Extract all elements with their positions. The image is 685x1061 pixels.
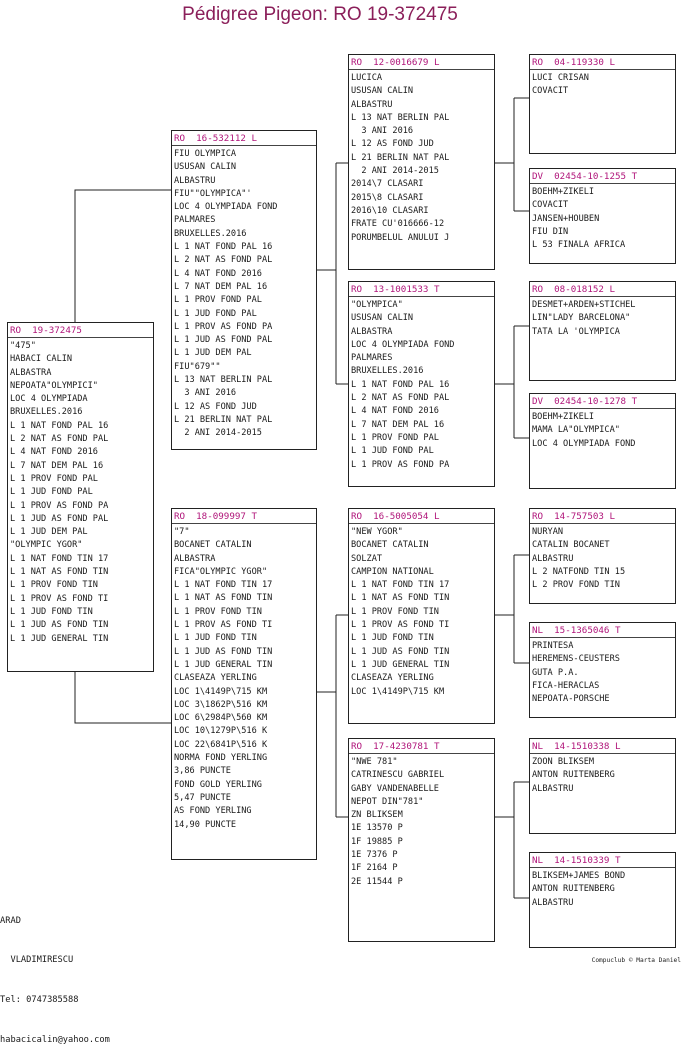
phone-line: Tel: 0747385588 — [0, 995, 79, 1006]
info-line: 1E 13570 P — [351, 823, 403, 834]
info-line: COVACIT — [532, 200, 569, 211]
card-body — [530, 72, 675, 99]
pigeon-card-sire-dam-sire — [529, 281, 676, 381]
pigeon-card-sire — [171, 130, 317, 450]
ring-number: RO 16-5005054 L — [351, 511, 440, 522]
divider — [530, 408, 675, 409]
info-line: LOC 4 OLYMPIADA FOND — [532, 438, 636, 449]
info-line: LOC 3\1862P\516 KM — [174, 699, 268, 710]
info-line: AS FOND YERLING — [174, 806, 252, 817]
card-body — [172, 148, 316, 441]
info-line: L 1 PROV AS FOND TI — [174, 620, 273, 631]
card-body — [349, 72, 494, 245]
pigeon-card-sire-sire-dam — [529, 168, 676, 264]
info-line: "OLYMPICA" — [351, 300, 403, 310]
info-line: JANSEN+HOUBEN — [532, 213, 600, 224]
info-line: FRATE CU'016666-12 — [351, 219, 445, 230]
info-line: L 2 NAT AS FOND PAL — [351, 393, 450, 404]
info-line: GUTA P.A. — [532, 667, 579, 678]
info-line: 2 ANI 2014-2015 — [174, 428, 262, 439]
info-line: 1F 19885 P — [351, 836, 403, 847]
ring-number: NL 14-1510339 T — [532, 855, 621, 866]
info-line: L 1 NAT AS FOND TIN — [174, 593, 273, 604]
info-line: L 1 PROV FOND TIN — [351, 606, 439, 617]
pigeon-card-sire-sire-sire — [529, 54, 676, 154]
info-line: L 2 NAT AS FOND PAL — [10, 434, 109, 445]
info-line: L 1 JUD FOND TIN — [351, 633, 434, 644]
info-line: BRUXELLES.2016 — [351, 366, 424, 377]
info-line: HABACI CALIN — [10, 354, 73, 365]
info-line: L 1 JUD AS FOND PAL — [174, 335, 273, 346]
info-line: BRUXELLES.2016 — [174, 228, 247, 239]
info-line: L 1 NAT FOND PAL 16 — [351, 379, 450, 390]
ring-number: NL 14-1510338 L — [532, 741, 621, 752]
card-body — [349, 756, 494, 889]
info-line: L 1 JUD GENERAL TIN — [351, 659, 450, 670]
info-line: ZN BLIKSEM — [351, 810, 403, 821]
info-line: ALBASTRU — [351, 99, 393, 110]
pigeon-card-dam-dam-dam — [529, 852, 676, 948]
card-body — [530, 299, 675, 339]
info-line: L 4 NAT FOND 2016 — [351, 406, 439, 417]
info-line: L 1 JUD FOND PAL — [174, 308, 257, 319]
info-line: L 7 NAT DEM PAL 16 — [10, 460, 104, 471]
connector-dd-parents — [494, 782, 530, 898]
info-line: BOCANET CATALIN — [174, 540, 252, 551]
divider — [172, 145, 316, 146]
info-line: L 1 JUD FOND TIN — [10, 606, 93, 617]
info-line: L 2 PROV FOND TIN — [532, 580, 620, 591]
info-line: L 1 JUD DEM PAL — [174, 348, 252, 359]
info-line: FICA-HERACLAS — [532, 680, 600, 691]
info-line: L 4 NAT FOND 2016 — [174, 268, 262, 279]
ring-number: RO 08-018152 L — [532, 284, 615, 295]
info-line: L 1 NAT AS FOND TIN — [10, 567, 109, 578]
info-line: PALMARES — [351, 353, 393, 364]
info-line: 2E 11544 P — [351, 876, 403, 887]
info-line: L 1 JUD AS FOND TIN — [10, 620, 109, 631]
info-line: L 4 NAT FOND 2016 — [10, 447, 98, 458]
info-line: ALBASTRU — [532, 783, 574, 794]
info-line: FICA"OLYMPIC YGOR" — [174, 566, 268, 577]
info-line: L 12 AS FOND JUD — [174, 401, 257, 412]
info-line: CLASEAZA YERLING — [174, 673, 257, 684]
email-line: habacicalin@yahoo.com — [0, 1035, 110, 1046]
info-line: FIU DIN — [532, 226, 569, 237]
info-line: L 1 PROV AS FOND PA — [10, 500, 109, 511]
info-line: 2015\8 CLASARI — [351, 192, 424, 203]
owner-contact — [0, 888, 110, 1061]
info-line: CLASEAZA YERLING — [351, 673, 434, 684]
info-line: L 1 PROV AS FOND TI — [10, 593, 109, 604]
info-line: LOC 4 OLYMPIADA FOND — [174, 202, 278, 213]
divider — [349, 523, 494, 524]
card-body — [172, 526, 316, 832]
info-line: LOC 1\4149P\715 KM — [351, 686, 445, 697]
info-line: L 1 JUD AS FOND PAL — [10, 513, 109, 524]
info-line: USUSAN CALIN — [351, 86, 414, 97]
info-line: 5,47 PUNCTE — [174, 792, 231, 803]
divider — [172, 523, 316, 524]
info-line: "NWE 781" — [351, 757, 398, 767]
ring-number: DV 02454-10-1278 T — [532, 396, 638, 407]
divider — [530, 523, 675, 524]
info-line: BOCANET CATALIN — [351, 540, 429, 551]
info-line: BLIKSEM+JAMES BOND — [532, 871, 626, 881]
info-line: L 1 JUD FOND TIN — [174, 633, 257, 644]
connector-sd-parents — [494, 326, 530, 438]
info-line: 3,86 PUNCTE — [174, 766, 231, 777]
info-line: L 21 BERLIN NAT PAL — [174, 414, 273, 425]
info-line: CATALIN BOCANET — [532, 540, 610, 551]
pigeon-card-subject — [7, 322, 154, 672]
info-line: NEPOATA-PORSCHE — [532, 694, 610, 705]
info-line: L 7 NAT DEM PAL 16 — [351, 419, 445, 430]
info-line: L 1 PROV FOND TIN — [174, 606, 262, 617]
card-body — [8, 340, 153, 646]
info-line: TATA LA 'OLYMPICA — [532, 326, 620, 337]
info-line: ALBASTRA — [351, 326, 393, 337]
info-line: L 1 PROV AS FOND PA — [174, 321, 273, 332]
ring-number: RO 04-119330 L — [532, 57, 615, 68]
info-line: L 1 JUD GENERAL TIN — [10, 633, 109, 644]
info-line: CAMPION NATIONAL — [351, 566, 434, 577]
card-body — [530, 870, 675, 910]
divider — [349, 69, 494, 70]
pigeon-card-sire-sire — [348, 54, 495, 270]
info-line: L 1 PROV AS FOND PA — [351, 459, 450, 470]
info-line: L 1 PROV FOND PAL — [174, 295, 262, 306]
card-body — [530, 526, 675, 592]
software-credit: Compuclub © Marta Daniel — [591, 957, 681, 964]
info-line: 2016\10 CLASARI — [351, 205, 429, 216]
info-line: COVACIT — [532, 86, 569, 97]
info-line: ALBASTRU — [174, 175, 216, 186]
ring-number: RO 18-099997 T — [174, 511, 257, 522]
divider — [349, 753, 494, 754]
info-line: L 1 JUD FOND PAL — [10, 487, 93, 498]
pigeon-card-dam-dam-sire — [529, 738, 676, 834]
info-line: 3 ANI 2016 — [174, 388, 237, 399]
connector-ss-parents — [494, 98, 530, 211]
info-line: LUCI CRISAN — [532, 73, 589, 83]
info-line: L 1 PROV FOND PAL — [10, 473, 98, 484]
info-line: L 1 JUD FOND PAL — [351, 446, 434, 457]
info-line: PALMARES — [174, 215, 216, 226]
ring-number: DV 02454-10-1255 T — [532, 171, 638, 182]
city-line: ARAD — [0, 915, 21, 926]
divider — [530, 183, 675, 184]
info-line: L 1 PROV FOND TIN — [10, 580, 98, 591]
divider — [349, 296, 494, 297]
divider — [530, 867, 675, 868]
info-line: ALBASTRA — [174, 553, 216, 564]
info-line: "475" — [10, 341, 36, 351]
info-line: L 1 PROV AS FOND TI — [351, 620, 450, 631]
info-line: 2 ANI 2014-2015 — [351, 166, 439, 177]
connector-sire-parents — [316, 163, 349, 384]
info-line: DESMET+ARDEN+STICHEL — [532, 300, 636, 310]
info-line: USUSAN CALIN — [351, 313, 414, 324]
connector-dam-parents — [316, 615, 349, 817]
info-line: LOC 4 OLYMPIADA FOND — [351, 339, 455, 350]
info-line: BOEHM+ZIKELI — [532, 412, 595, 422]
info-line: BOEHM+ZIKELI — [532, 187, 595, 197]
card-body — [530, 640, 675, 706]
info-line: 1F 2164 P — [351, 863, 398, 874]
ring-number: RO 12-0016679 L — [351, 57, 440, 68]
info-line: CATRINESCU GABRIEL — [351, 770, 445, 781]
info-line: L 13 NAT BERLIN PAL — [351, 112, 450, 123]
ring-number: RO 13-1001533 T — [351, 284, 440, 295]
card-body — [530, 186, 675, 252]
page-title: Pédigree Pigeon: RO 19-372475 — [182, 4, 458, 25]
divider — [530, 296, 675, 297]
info-line: "OLYMPIC YGOR" — [10, 540, 83, 551]
info-line: L 1 NAT AS FOND TIN — [351, 593, 450, 604]
divider — [530, 69, 675, 70]
info-line: L 1 JUD AS FOND TIN — [351, 646, 450, 657]
info-line: L 53 FINALA AFRICA — [532, 240, 626, 251]
ring-number: RO 16-532112 L — [174, 133, 257, 144]
info-line: LIN"LADY BARCELONA" — [532, 313, 631, 324]
pigeon-card-dam-sire-dam — [529, 622, 676, 718]
info-line: L 12 AS FOND JUD — [351, 139, 434, 150]
info-line: L 7 NAT DEM PAL 16 — [174, 281, 268, 292]
info-line: "NEW YGOR" — [351, 527, 403, 537]
pigeon-card-dam-sire — [348, 508, 495, 724]
info-line: ZOON BLIKSEM — [532, 757, 595, 767]
info-line: L 1 JUD DEM PAL — [10, 527, 88, 538]
ring-number: RO 17-4230781 T — [351, 741, 440, 752]
card-body — [530, 411, 675, 451]
info-line: L 1 JUD AS FOND TIN — [174, 646, 273, 657]
info-line: HEREMENS-CEUSTERS — [532, 654, 620, 665]
divider — [530, 637, 675, 638]
pigeon-card-dam-dam — [348, 738, 495, 942]
info-line: FOND GOLD YERLING — [174, 779, 262, 790]
info-line: USUSAN CALIN — [174, 162, 237, 173]
info-line: ALBASTRA — [10, 367, 52, 378]
card-body — [530, 756, 675, 796]
info-line: 1E 7376 P — [351, 850, 398, 861]
info-line: L 1 JUD GENERAL TIN — [174, 659, 273, 670]
pigeon-card-dam-sire-sire — [529, 508, 676, 604]
info-line: ALBASTRU — [532, 897, 574, 908]
info-line: FIU OLYMPICA — [174, 149, 237, 159]
pigeon-card-sire-dam-dam — [529, 393, 676, 489]
connector-ds-parents — [494, 555, 530, 663]
info-line: PORUMBELUL ANULUI J — [351, 232, 450, 243]
info-line: NORMA FOND YERLING — [174, 753, 268, 764]
card-body — [349, 299, 494, 472]
info-line: LOC 1\4149P\715 KM — [174, 686, 268, 697]
pigeon-card-dam — [171, 508, 317, 860]
info-line: 2014\7 CLASARI — [351, 179, 424, 190]
ring-number: RO 14-757503 L — [532, 511, 615, 522]
info-line: NURYAN — [532, 527, 564, 537]
ring-number: RO 19-372475 — [10, 325, 82, 336]
connector-subject-sire — [75, 190, 172, 322]
info-line: BRUXELLES.2016 — [10, 407, 83, 418]
ring-number: NL 15-1365046 T — [532, 625, 621, 636]
info-line: NEPOT DIN"781" — [351, 796, 424, 807]
info-line: NEPOATA"OLYMPICI" — [10, 380, 98, 391]
connector-subject-dam — [75, 672, 172, 723]
info-line: 3 ANI 2016 — [351, 126, 414, 137]
info-line: ALBASTRU — [532, 553, 574, 564]
locality-line: VLADIMIRESCU — [0, 955, 74, 966]
info-line: L 13 NAT BERLIN PAL — [174, 375, 273, 386]
info-line: PRINTESA — [532, 641, 574, 651]
info-line: ANTON RUITENBERG — [532, 770, 615, 781]
info-line: 14,90 PUNCTE — [174, 819, 237, 830]
info-line: SOLZAT — [351, 553, 383, 564]
info-line: L 1 NAT FOND PAL 16 — [10, 420, 109, 431]
pigeon-card-sire-dam — [348, 281, 495, 487]
info-line: FIU""OLYMPICA"' — [174, 188, 252, 199]
divider — [8, 337, 153, 338]
info-line: L 1 NAT FOND TIN 17 — [10, 553, 109, 564]
info-line: LOC 22\6841P\516 K — [174, 739, 268, 750]
info-line: L 1 NAT FOND TIN 17 — [351, 580, 450, 591]
info-line: LOC 10\1279P\516 K — [174, 726, 268, 737]
divider — [530, 753, 675, 754]
info-line: LOC 6\2984P\560 KM — [174, 713, 268, 724]
info-line: L 1 NAT FOND TIN 17 — [174, 580, 273, 591]
info-line: MAMA LA"OLYMPICA" — [532, 425, 620, 436]
info-line: L 1 PROV FOND PAL — [351, 432, 439, 443]
info-line: L 2 NATFOND TIN 15 — [532, 566, 626, 577]
info-line: ANTON RUITENBERG — [532, 884, 615, 895]
info-line: LUCICA — [351, 73, 383, 83]
info-line: FIU"679"" — [174, 361, 221, 372]
info-line: L 1 NAT FOND PAL 16 — [174, 242, 273, 253]
info-line: LOC 4 OLYMPIADA — [10, 394, 88, 405]
card-body — [349, 526, 494, 699]
info-line: GABY VANDENABELLE — [351, 783, 439, 794]
info-line: "7" — [174, 527, 190, 537]
info-line: L 2 NAT AS FOND PAL — [174, 255, 273, 266]
info-line: L 21 BERLIN NAT PAL — [351, 152, 450, 163]
